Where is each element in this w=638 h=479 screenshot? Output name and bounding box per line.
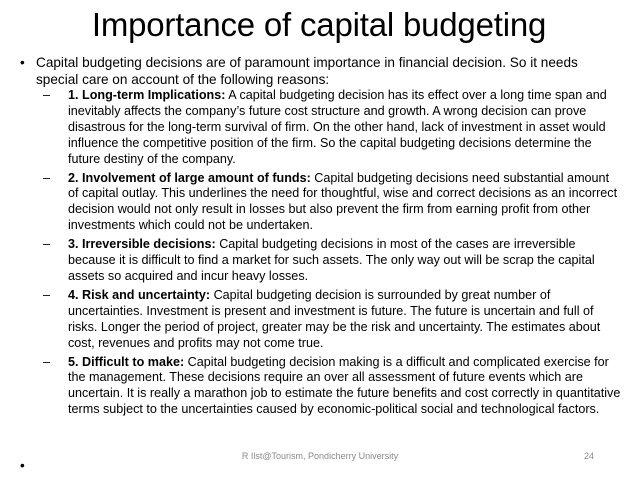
dash-icon: – xyxy=(43,237,51,252)
reason-heading: 2. Involvement of large amount of funds: xyxy=(68,170,311,185)
reasons-list xyxy=(43,88,623,421)
intro-text: Capital budgeting decisions are of paramount importance in financial decision. So it needs special care on account of the following reasons: xyxy=(36,55,578,87)
slide-title: Importance of capital budgeting xyxy=(91,6,547,43)
reason-heading: 3. Irreversible decisions: xyxy=(68,237,216,252)
dash-icon: – xyxy=(43,354,51,369)
reason-item-long-term xyxy=(43,88,623,168)
reason-body: Capital budgeting decisions in most of the cases are irreversible because it is difficult to find a market for such assets. The only way out will be scrap the capital assets so acquired and incur heavy losses. xyxy=(68,237,595,283)
reason-body: Capital budgeting decision is surrounded by great number of uncertainties. Investment is present and investment is future. The future is uncertain and full of risks. Longer the period of project, greater may be the risk and uncertainty. The estimates about cost, revenues and profits may not come true. xyxy=(68,287,601,350)
reason-item-large-funds xyxy=(43,171,623,235)
reason-item-risk xyxy=(43,288,623,352)
bullet-icon: • xyxy=(20,55,25,70)
reason-heading: 4. Risk and uncertainty: xyxy=(68,287,211,302)
reason-body: A capital budgeting decision has its effect over a long time span and inevitably affects the company’s future cost structure and growth. A wrong decision can prove disastrous for the long-term survival of firm. On the other hand, lack of investment in asset would influence the competitive position of the firm. So the capital budgeting decisions determine the future destiny of the company. xyxy=(68,88,607,166)
slide-footer: R Ilst@Tourism, Pondicherry University xyxy=(241,451,399,461)
empty-bullet-icon: • xyxy=(20,458,25,473)
reason-item-irreversible xyxy=(43,237,623,285)
reason-heading: 1. Long-term Implications: xyxy=(68,88,226,102)
intro-bullet-item xyxy=(20,54,620,88)
dash-icon: – xyxy=(43,287,51,302)
reason-body: Capital budgeting decisions need substantial amount of capital outlay. This underlines the need for thoughtful, wise and correct decisions as an incorrect decision would not only result in losses but also prevent the firm from earning profit from other investments which could not be undertaken. xyxy=(68,170,618,233)
reason-heading: 5. Difficult to make: xyxy=(68,354,185,369)
page-number: 24 xyxy=(584,451,595,461)
reason-body: Capital budgeting decision making is a difficult and complicated exercise for the management. These decisions require an over all assessment of future events which are uncertain. It is really a marathon job to estimate the future benefits and cost correctly in quantitative terms subject to the uncertainties caused by economic-political social and technological factors. xyxy=(68,354,621,417)
reason-item-difficult xyxy=(43,355,623,419)
dash-icon: – xyxy=(43,170,51,185)
dash-icon: – xyxy=(43,88,51,102)
